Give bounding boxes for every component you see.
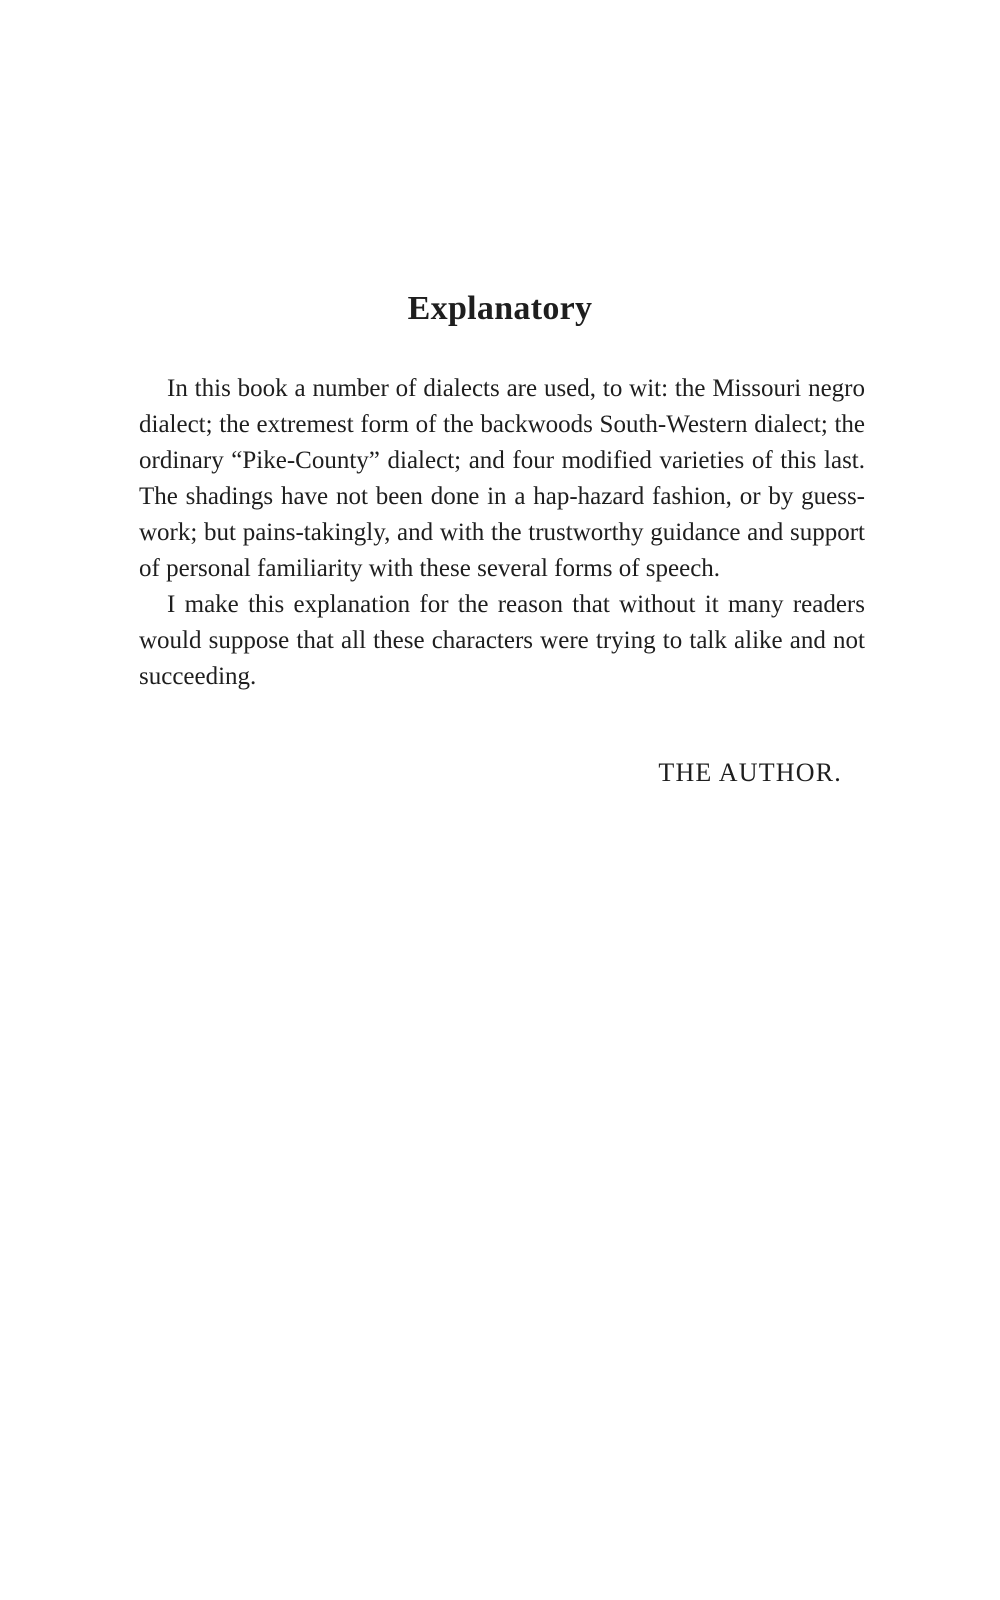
page-title: Explanatory xyxy=(407,290,593,327)
author-signature: THE AUTHOR. xyxy=(658,758,842,787)
paragraph-explanation: I make this explanation for the reason that without it many readers would suppose that all these characters were trying to talk alike and not succeeding. xyxy=(139,591,865,690)
paragraph-dialects: In this book a number of dialects are used, to wit: the Missouri negro dialect; the extremest form of the backwoods South-Western dialect; the ordinary “Pike-County” dialect; and four modified varieties of this last. The shadings have not been done in a hap-hazard fashion, or by guess-work; but pains-takingly, and with the trustworthy guidance and support of personal familiarity with these several forms of speech. xyxy=(139,375,865,582)
body-text xyxy=(139,371,865,695)
